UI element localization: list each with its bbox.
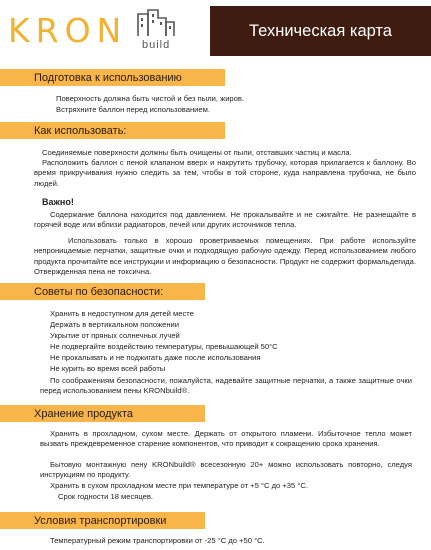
section-title-transport: Условия транспортировки [34, 514, 167, 527]
doc-title: Техническая карта [249, 21, 392, 40]
section-title-safety: Советы по безопасности: [34, 285, 164, 298]
logo-subtext: build [142, 39, 171, 51]
howto-p2: Расположить баллон с пеной клапаном вверх и накрутить трубочку, которая прилагается к баллону. Во время прикручивания нужно следить за тем, чтобы в той стороне, куда направлена трубочка, не было людей. [34, 158, 416, 188]
section-bar-transport [0, 512, 205, 529]
section-bar-storage [0, 405, 205, 422]
transport-p1: Температурный режим транспортировки от -25 °C до +50 °C. [50, 536, 265, 545]
safety-note: По соображениям безопасности, пожалуйста, надевайте защитные перчатки, а также защитные очки перед использованием пены KRONbuild®. [40, 376, 412, 396]
howto-p4: Использовать только в хорошо проветриваемых помещениях. При работе используйте непроницаемые перчатки, защитные очки и подходящую рабочую одежду. Перед использованием любого продукта прочитайте все инструкции и информацию о безопасности. Продукт не содержит формальдегида. Отвержденная пена не токсична. [34, 236, 416, 277]
safety-item: Не курить во время всей работы [50, 364, 166, 373]
section-title-howto: Как использовать: [34, 124, 127, 137]
safety-item: Укрытие от пряных солнечных лучей [50, 331, 180, 340]
safety-item: Держать в вертикальном положении [50, 320, 180, 329]
kronbuild-logo [8, 8, 208, 58]
prep-line-1: Поверхность должна быть чистой и без пыли, жиров. [56, 94, 245, 103]
storage-p2: Бытовую монтажную пену KRONbuild® всесезонную 20+ можно использовать повторно, следуя инструкциям по продукту. [40, 460, 412, 480]
page-header [0, 0, 431, 62]
section-bar-prep [0, 69, 225, 86]
prep-line-2: Встряхните баллон перед использованием. [56, 105, 210, 114]
howto-p3: Содержание баллона находится под давлением. Не прокалывайте и не сжигайте. Не разнещайте в горячей воде или вблизи радиаторов, печей или других источников тепла. [34, 210, 416, 230]
storage-p4: Срок годности 18 месяцев. [58, 492, 154, 501]
logo-text: KRON [8, 11, 128, 50]
section-title-storage: Хранение продукта [34, 407, 133, 420]
doc-title-box [210, 6, 431, 56]
safety-item: Не подвергайте воздействию температуры, превышающей 50°C [50, 342, 278, 351]
safety-item: Хранить в недоступном для детей месте [50, 309, 194, 318]
important-label: Важно! [42, 197, 74, 207]
safety-item: Не прокалывать и не поджигать даже после использования [50, 353, 261, 362]
howto-p1: Соединяемые поверхности должны быть очищены от пыли, отставших частиц и масла. [42, 148, 352, 157]
section-bar-howto [0, 122, 225, 139]
storage-p3: Хранить в сухом прохладном месте при температуре от +5 °C до +35 °C. [50, 481, 308, 490]
section-title-prep: Подготовка к использованию [34, 71, 182, 84]
section-bar-safety [0, 283, 205, 300]
storage-p1: Хранить в прохладном, сухом месте. Держать от открытого пламени. Избыточное тепло может вызвать преждевременное старение компонентов, что приводит к сокращению срока хранения. [40, 429, 412, 449]
